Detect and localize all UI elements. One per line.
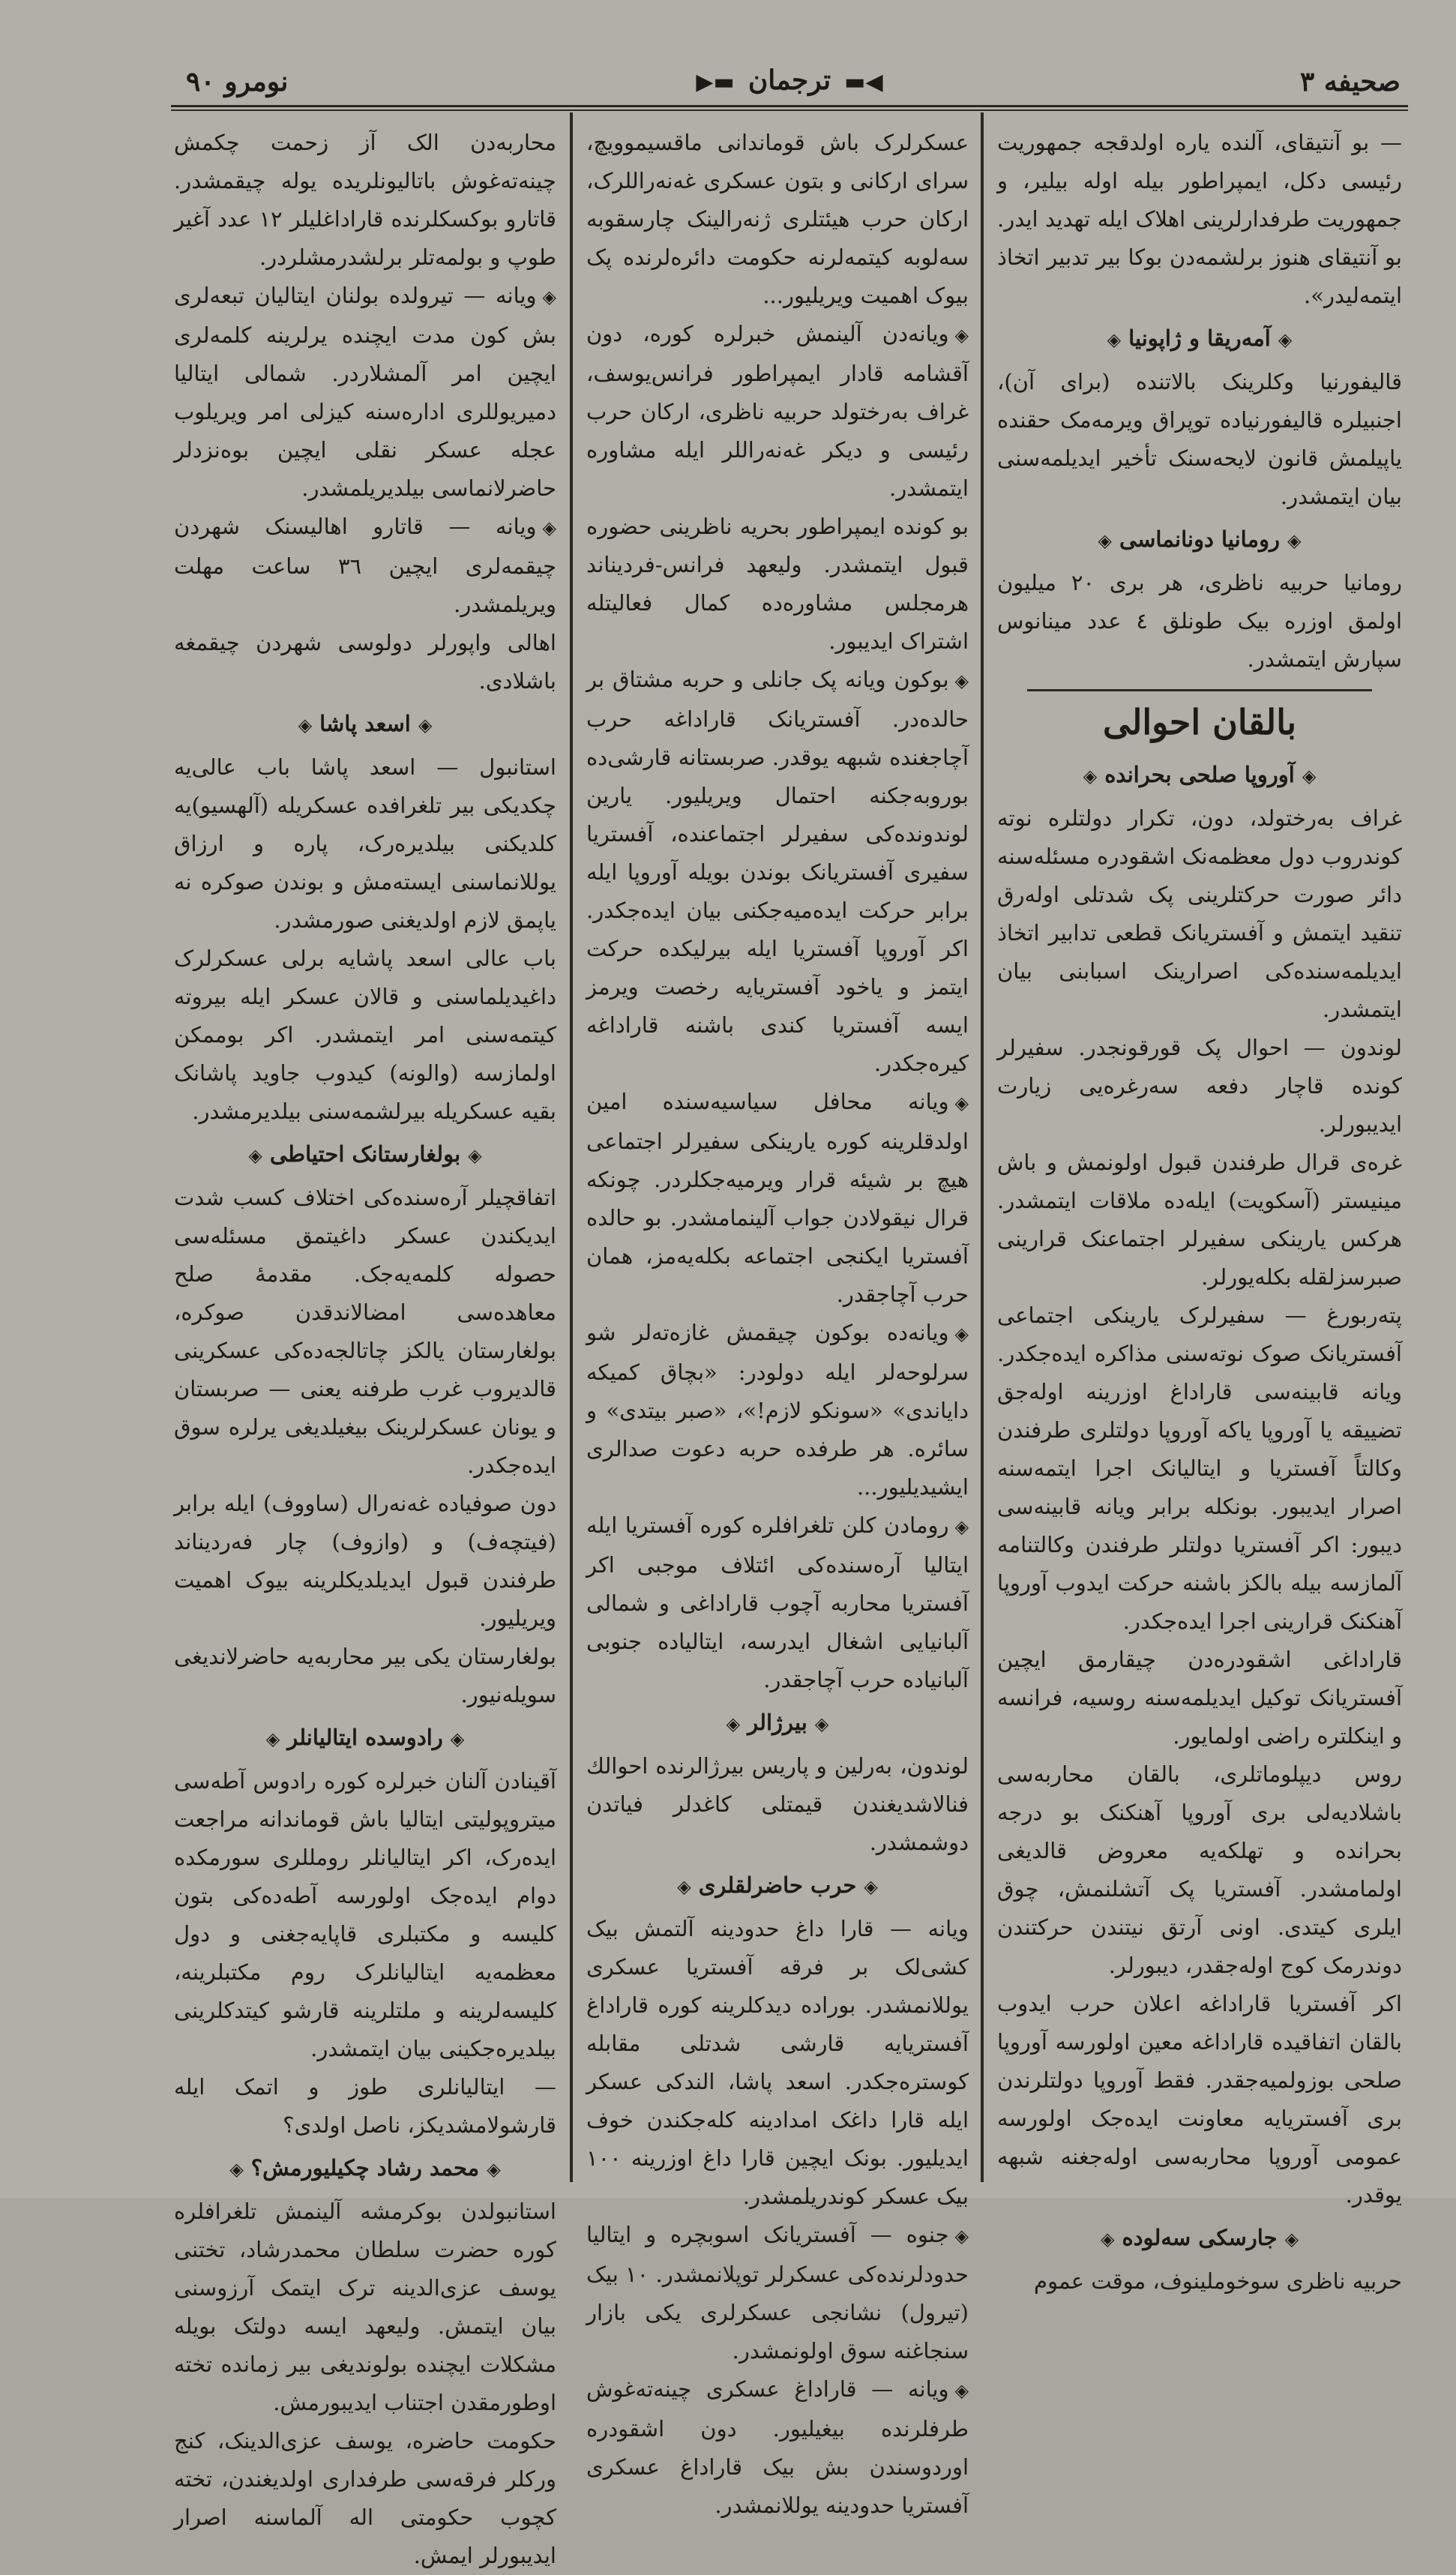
section-heading-text: محمد رشاد چکیلیورمش؟ <box>250 2155 480 2181</box>
paragraph-ornament-icon: ◈ <box>954 2226 969 2247</box>
paragraph-ornament-icon: ◈ <box>954 670 969 691</box>
section-heading-text: بولغارستانک احتیاطی <box>269 1141 461 1167</box>
paragraph-text: ویانه محافل سیاسیه‌سنده امین اولدقلرینه کوره یارینکی سفیرلر اجتماعی هیچ بر شیئه قرار ویرمیه‌جکلردر. چونکه قرال نیقولادن جواب آلینمامشدر. بو حالده آفستریا ایکنجی اجتماعه بکله‌یه‌مز، همان حرب آچاجقدر. <box>586 1089 969 1307</box>
paragraph-text: استانبولدن بوکرمشه آلینمش تلغرافلره کوره حضرت سلطان محمدرشاد، تختنی یوسف عزی‌الدینه ترک ایتمک آرزوسنی بیان ایتمش. ولیعهد ایسه دولتک بویله مشکلات ایچنده بولوندیغی بیر زمانده تخته اوطورمقدن اجتناب ایدیبورمش. <box>174 2199 556 2415</box>
page-number: صحیفه ٣ <box>1299 66 1401 97</box>
paragraph-text: حکومت حاضره، یوسف عزی‌الدینک، کنج ورکلر فرقه‌سی طرفداری اولدیغندن، تخته کچوب حکومتی اله آلماسنه اصرار ایدیبورلر ایمش. <box>174 2428 556 2568</box>
article-paragraph <box>586 1314 969 1506</box>
ornament-icon: ◈ <box>248 1144 262 1166</box>
ornament-icon: ◈ <box>1098 529 1112 551</box>
ornament-icon: ◈ <box>1287 529 1302 551</box>
paragraph-text: بولغارستان یکی بیر محاربه‌یه حاضرلاندیغی سویله‌نیور. <box>174 1644 556 1707</box>
section-heading-text: آمه‌ریقا و ژاپونیا <box>1128 325 1271 351</box>
paragraph-text: عسکرلرک باش قوماندانی ماقسیموویچ، سرای ارکانی و بتون عسکری غه‌نه‌راللرک، ارکان حرب هیئتلری ژنه‌رالینک چارسقوبه سه‌لوبه کیتمه‌لرنه حکومت دائره‌لرنده پک بیوک اهمیت ویریلیور... <box>586 130 969 308</box>
ornament-icon: ◈ <box>1278 328 1293 350</box>
ornament-icon: ◈ <box>298 714 313 736</box>
article-paragraph <box>174 1762 556 2068</box>
paragraph-text: ویانه — تیرولده بولنان ایتالیان تبعه‌لری بش کون مدت ایچنده یرلرینه کلمه‌لری ایچین امر آلمشلاردر. شمالی ایتالیا دمیریوللری اداره‌سنه کیزلی امر ویریلوب عجله عسکر نقلی ایچین بوه‌نزدلر حاضرلانماسی بیلدیریلمشدر. <box>174 283 556 501</box>
paragraph-text: اکر آفستریا قاراداغه اعلان حرب ایدوب بالقان اتفاقیده قاراداغه معین اولورسه آوروپا صلحی بوزولمیه‌جقدر. فقط آوروپا دولتلرندن بری آفستریایه معاونت ایده‌جک اولورسه عمومی آوروپا محاربه‌سی اوله‌جغنه شبهه یوقدر. <box>997 1991 1402 2208</box>
column-right <box>997 124 1403 2294</box>
masthead <box>171 60 1408 105</box>
article-paragraph <box>997 1029 1402 1144</box>
article-paragraph <box>586 2370 969 2525</box>
section-heading <box>997 520 1402 559</box>
header-rule <box>171 109 1408 111</box>
article-paragraph <box>174 2193 556 2422</box>
article-paragraph <box>586 661 969 1083</box>
paragraph-text: دون صوفیاده غه‌نه‌رال (ساووف) ایله برابر (فیتچه‌ف) و (وازوف) چار فه‌ردیناند طرفندن قبول ایدیلدیکلرینه بیوک اهمیت ویریلیور. <box>174 1491 556 1631</box>
paragraph-ornament-icon: ◈ <box>542 517 556 538</box>
ornament-icon: ▬▶ <box>696 69 735 95</box>
ornament-icon: ◈ <box>1083 765 1098 787</box>
section-heading-text: اسعد پاشا <box>319 711 411 736</box>
ornament-icon: ◈ <box>487 2158 501 2180</box>
article-paragraph <box>586 1506 969 1699</box>
paragraph-text: پته‌ربورغ — سفیرلرک یارینکی اجتماعی آفستریانک صوک نوته‌سنی مذاکره ایده‌جکدر. ویانه قابینه‌سی قاراداغ اوزرینه اوله‌جق تضییقه یا آوروپا یاکه آوروپا دولتلری طرفندن وکالتاً آفستریا و ایتالیانک اجرا ایتمه‌سنه اصرار ایدیبور. بونکله برابر ویانه قابینه‌سی دیبور: اکر آفستریا دولتلر طرفندن وکالتنامه آلمازسه بیله بالکز باشنه حرکت ایدوب آوروپا آهنکنک قرارینی اجرا ایده‌جکدر. <box>997 1302 1402 1634</box>
paragraph-text: بو کونده ایمپراطور بحریه ناظرینی حضوره قبول ایتمشدر. ولیعهد فرانس-فردیناند هرمجلس مشاوره‌ده کمال فعالیتله اشتراک ایدیبور. <box>586 514 969 654</box>
paragraph-text: آقینادن آلنان خبرلره کوره رادوس آطه‌سی میتروپولیتی ایتالیا باش قوماندانه مراجعت ایده‌رک، اکر ایتالیانلر رومللری سورمکده دوام ایده‌جک اولورسه آطه‌ده‌کی بتون کلیسه و مکتبلری قاپایه‌جغنی و دول معظمه‌یه ایتالیانلرک روم مکتبلرینه، کلیسه‌لرینه و ملتلرینه قارشو کیتدکلرینی بیلدیره‌جکینی بیان ایتمشدر. <box>174 1768 556 2061</box>
paragraph-text: ویانه — قاتارو اهالیسنک شهردن چیقمه‌لری ایچین ٣٦ ساعت مهلت ویریلمشدر. <box>174 514 556 617</box>
ornament-icon: ◈ <box>450 1728 465 1749</box>
section-heading <box>174 1719 556 1758</box>
article-paragraph <box>174 748 556 940</box>
section-heading-text: حرب حاضرلقلری <box>698 1872 857 1898</box>
paragraph-text: حربیه ناظری سوخوملینوف، موقت عموم <box>1034 2268 1402 2294</box>
paragraph-text: قاراداغی اشقودره‌دن چیقارمق ایچین آفستریانک توکیل ایدیلمه‌سنه روسیه، فرانسه و اینکلتره راضی اولمایور. <box>997 1647 1402 1749</box>
section-heading <box>174 2149 556 2188</box>
paragraph-text: روس دیپلوماتلری، بالقان محاربه‌سی باشلادیه‌لی بری آوروپا آهنکنک بو درجه بحرانده و تهلکه‌یه معروض قالدیغی اولمامشدر. آفستریا پک آتشلنمش، چوق ایلری کیتدی. اونی آرتق نیتندن حرکتندن دوندرمک کوج اوله‌جقدر، دیبورلر. <box>997 1761 1402 1978</box>
newspaper-title: ترجمان <box>747 64 831 96</box>
paragraph-ornament-icon: ◈ <box>954 2380 969 2401</box>
article-paragraph <box>586 508 969 661</box>
paragraph-text: ویانه‌دن آلینمش خبرلره کوره، دون آقشامه قادار ایمپراطور فرانس‌یوسف، غراف به‌رختولد حربیه ناظری، ارکان حرب رئیسی و دیکر غه‌نه‌راللر ایله مشاوره ایتمشدر. <box>586 321 969 501</box>
ornament-icon: ◈ <box>677 1875 691 1897</box>
article-paragraph <box>997 363 1402 516</box>
article-paragraph <box>997 1985 1402 2214</box>
article-paragraph <box>997 1296 1402 1641</box>
article-paragraph <box>174 624 556 700</box>
article-paragraph <box>586 315 969 508</box>
article-paragraph <box>174 940 556 1131</box>
paragraph-text: اتفاقچیلر آره‌سنده‌کی اختلاف کسب شدت ایدیکندن عسکر داغیتمق مسئله‌سی حصوله کلمه‌یه‌جک. مقدمهٔ صلح معاهده‌سی امضالاندقدن صوکره، بولغارستان یالکز چاتالجه‌ده‌کی عسکرینی قالدیروب غرب طرفنه یعنی — صربستان و یونان عسکرلرینک بیغیلدیغی یرلره سوق ایده‌جکدر. <box>174 1185 556 1478</box>
paragraph-text: — بو آنتیقای، آلنده یاره اولدقجه جمهوریت رئیسی دکل، ایمپراطور بیله اوله بیلیر، و جمهوریت طرفدارلرینی اهلاک ایله تهدید ایدر. بو آنتیقای هنوز برلشمه‌دن بوکا بیر تدبیر اتخاذ ایتمه‌لیدر». <box>997 130 1402 308</box>
section-heading-text: آوروپا صلحی بحرانده <box>1104 762 1295 787</box>
article-paragraph <box>174 1485 556 1638</box>
article-paragraph <box>997 564 1402 679</box>
paragraph-text: باب عالی اسعد پاشایه برلی عسکرلرک داغیدیلماسنی و قالان عسکر ایله بیروته کیتمه‌سنی امر ایتمشدر. اکر بوممکن اولمازسه (والونه) کیدوب جاوید پاشانک بقیه عسکریله بیرلشمه‌سنی بیلدیرمشدر. <box>174 946 556 1124</box>
paragraph-text: غراف به‌رختولد، دون، تکرار دولتلره نوته کوندروب دول معظمه‌نک اشقودره مسئله‌سنه دائر صورت حرکتلرینی پک شدتلی اوله‌رق تنقید ایتمش و آفستریانک قطعی تدابیر اتخاذ ایدیلمه‌سنده‌کی اصرارینک اسبابنی بیان ایتمشدر. <box>997 805 1402 1022</box>
paragraph-text: قالیفورنیا وکلرینک بالاتنده (برای آن)، اجنبیلره قالیفورنیاده توپراق ویرمه‌مک حقنده یاپیلمش قانون لایحه‌سنک تأخیر ایدیلمه‌سنی بیان ایتمشدر. <box>997 369 1402 509</box>
article-paragraph <box>174 277 556 508</box>
paragraph-text: محاربه‌دن الک آز زحمت چکمش چینه‌ته‌غوش باتالیونلریده یوله چیقمشدر. قاتارو بوکسکلرنده قاراداغلیلر ١٢ عدد آغیر طوپ و بولمه‌تلر برلشدرمشلردر. <box>174 130 556 270</box>
paragraph-text: اهالی واپورلر دولوسی شهردن چیقمغه باشلادی. <box>174 630 556 694</box>
issue-number: نومرو ٩٠ <box>186 66 289 97</box>
paragraph-ornament-icon: ◈ <box>954 325 969 346</box>
paragraph-text: رومانیا حربیه ناظری، هر بری ٢٠ میلیون اولمق اوزره بیک طونلق ٤ عدد مینانوس سپارش ایتمشدر. <box>997 570 1403 672</box>
article-paragraph <box>586 124 969 315</box>
article-paragraph <box>586 1083 969 1314</box>
paragraph-ornament-icon: ◈ <box>954 1516 969 1537</box>
section-heading <box>586 1866 969 1905</box>
article-paragraph <box>997 799 1402 1029</box>
ornament-icon: ◈ <box>468 1144 482 1166</box>
article-paragraph <box>997 1144 1402 1296</box>
article-paragraph <box>586 1910 969 2216</box>
article-paragraph <box>997 2262 1402 2301</box>
ornament-icon: ◈ <box>726 1713 741 1734</box>
article-paragraph <box>997 124 1402 315</box>
ornament-icon: ◀▬ <box>844 69 883 95</box>
section-heading <box>997 2219 1402 2258</box>
paragraph-text: لوندون — احوال پک قورقونجدر. سفیرلر کونده قاچار دفعه سه‌رغره‌یی زیارت ایدیبورلر. <box>997 1035 1402 1137</box>
paragraph-ornament-icon: ◈ <box>954 1093 969 1114</box>
section-heading <box>997 319 1402 358</box>
article-paragraph <box>174 124 556 277</box>
article-paragraph <box>174 2422 556 2575</box>
ornament-icon: ◈ <box>1100 2228 1115 2250</box>
ornament-icon: ◈ <box>814 1713 829 1734</box>
paragraph-text: جنوه — آفستریانک اسوبچره و ایتالیا حدودلرنده‌کی عسکرلر توپلانمشدر. ١٠ بیک (تیرول) نشانجی عسکرلری یکی بازار سنجاغنه سوق اولونمشدر. <box>586 2222 969 2364</box>
ornament-icon: ◈ <box>265 1728 280 1749</box>
paragraph-ornament-icon: ◈ <box>954 1323 969 1344</box>
column-left <box>174 124 556 2568</box>
article-paragraph <box>997 1641 1402 1755</box>
section-heading-text: جارسکی سه‌لوده <box>1122 2225 1278 2250</box>
column-divider <box>981 112 984 2182</box>
article-paragraph <box>586 2216 969 2370</box>
section-heading <box>174 1135 556 1174</box>
paragraph-text: رومادن کلن تلغرافلره کوره آفستریا ایله ایتالیا آره‌سنده‌کی ائتلاف موجبی اکر آفستریا محاربه آچوب قاراداغی و شمالی آلبانیایی اشغال ایدرسه، ایتالیاده جنوبی آلبانیاده حرب آچاجقدر. <box>586 1512 969 1692</box>
article-paragraph <box>174 1179 556 1485</box>
column-divider <box>570 112 573 2182</box>
ornament-icon: ◈ <box>229 2158 244 2180</box>
section-heading <box>997 756 1402 795</box>
header-rule <box>171 105 1408 107</box>
paragraph-text: استانبول — اسعد پاشا باب عالی‌یه چکدیکی بیر تلغرافده عسکریله (آلهسیو)یه کلدیکنی بیلدیره‌رک، پاره و ارزاق یوللانماسنی ایسته‌مش و بوندن صوکره نه یاپمق لازم اولدیغنی صورمشدر. <box>174 754 556 933</box>
article-paragraph <box>586 1747 969 1862</box>
column-middle <box>586 124 969 2518</box>
paragraph-text: ویانه — قاراداغ عسکری چینه‌ته‌غوش طرفلرنده بیغیلیور. دون اشقودره اوردوسندن بش بیک قاراداغ عسکری آفستریا حدودینه یوللانمشدر. <box>586 2376 969 2518</box>
ornament-icon: ◈ <box>1107 328 1122 350</box>
paragraph-text: ویانه‌ده بوکون چیقمش غازه‌ته‌لر شو سرلوحه‌لر ایله دولودر: «بچاق کمیکه دایاندی» «سونکو لازم!»، «صبر بیتدی» و سائره. هر طرفده حربه دعوت صدالری ایشیدیلیور... <box>586 1320 969 1500</box>
paragraph-text: بوکون ویانه پک جانلی و حربه مشتاق بر حالده‌در. آفستریانک قاراداغه حرب آچاجغنده شبهه یوقدر. صربستانه قارشی‌ده بوروبه‌جکنه احتمال ویریلیور. یارین لوندونده‌کی سفیرلر اجتماعنده، آفستریا سفیری آفستریانک بوندن بویله آوروپا ایله برابر حرکت ایده‌میه‌جکنی بیان ایده‌جکدر. اکر آوروپا آفستریا ایله بیرلیکده حرکت ایتمز و یاخود آفستریایه رخصت ویرمز ایسه آفستریا کندی باشنه قاراداغه کیره‌جکدر. <box>586 667 969 1076</box>
article-paragraph <box>174 2068 556 2145</box>
paragraph-ornament-icon: ◈ <box>542 286 556 307</box>
ornament-icon: ◈ <box>1302 765 1317 787</box>
ornament-icon: ◈ <box>864 1875 878 1897</box>
paragraph-text: لوندون، به‌رلین و پاریس بیرژالرنده احوالك فنالاشدیغندن قیمتلی کاغدلر فیاتدن دوشمشدر. <box>586 1753 969 1855</box>
paragraph-text: ویانه — قارا داغ حدودینه آلتمش بیک کشی‌لک بر فرقه آفستریا عسکری یوللانمشدر. بوراده دیدکلرینه کوره قاراداغ آفستریایه قارشی شدتلی مقابله کوستره‌جکدر. اسعد پاشا، الندکی عسکر ایله قارا داغک امدادینه کله‌جکندن خوف ایدیلیور. بونک ایچین قارا داغ اوزرینه ١٠٠ بیک عسکر کوندریلمشدر. <box>586 1916 969 2209</box>
ornament-icon: ◈ <box>1284 2228 1299 2250</box>
section-heading-text: رادوسده ایتالیانلر <box>287 1725 443 1750</box>
paragraph-text: — ایتالیانلری طوز و اتمک ایله قارشولامشدیکز، ناصل اولدی؟ <box>174 2074 556 2138</box>
paragraph-text: غره‌ی قرال طرفندن قبول اولونمش و باش مینیستر (آسکویت) ایله‌ده ملاقات ایتمشدر. هرکس یارینکی سفیرلر اجتماعنک قرارینی صبرسزلقله بکله‌یورلر. <box>997 1150 1402 1290</box>
section-heading-text: بیرژالر <box>747 1710 807 1735</box>
main-heading: بالقان احوالی <box>1027 689 1372 748</box>
newspaper-title-block <box>171 64 1408 96</box>
article-paragraph <box>174 508 556 624</box>
section-heading <box>174 705 556 744</box>
article-paragraph <box>997 1755 1402 1985</box>
article-paragraph <box>174 1638 556 1714</box>
section-heading-text: رومانیا دونانماسی <box>1119 526 1281 552</box>
ornament-icon: ◈ <box>418 714 433 736</box>
section-heading <box>586 1704 969 1743</box>
